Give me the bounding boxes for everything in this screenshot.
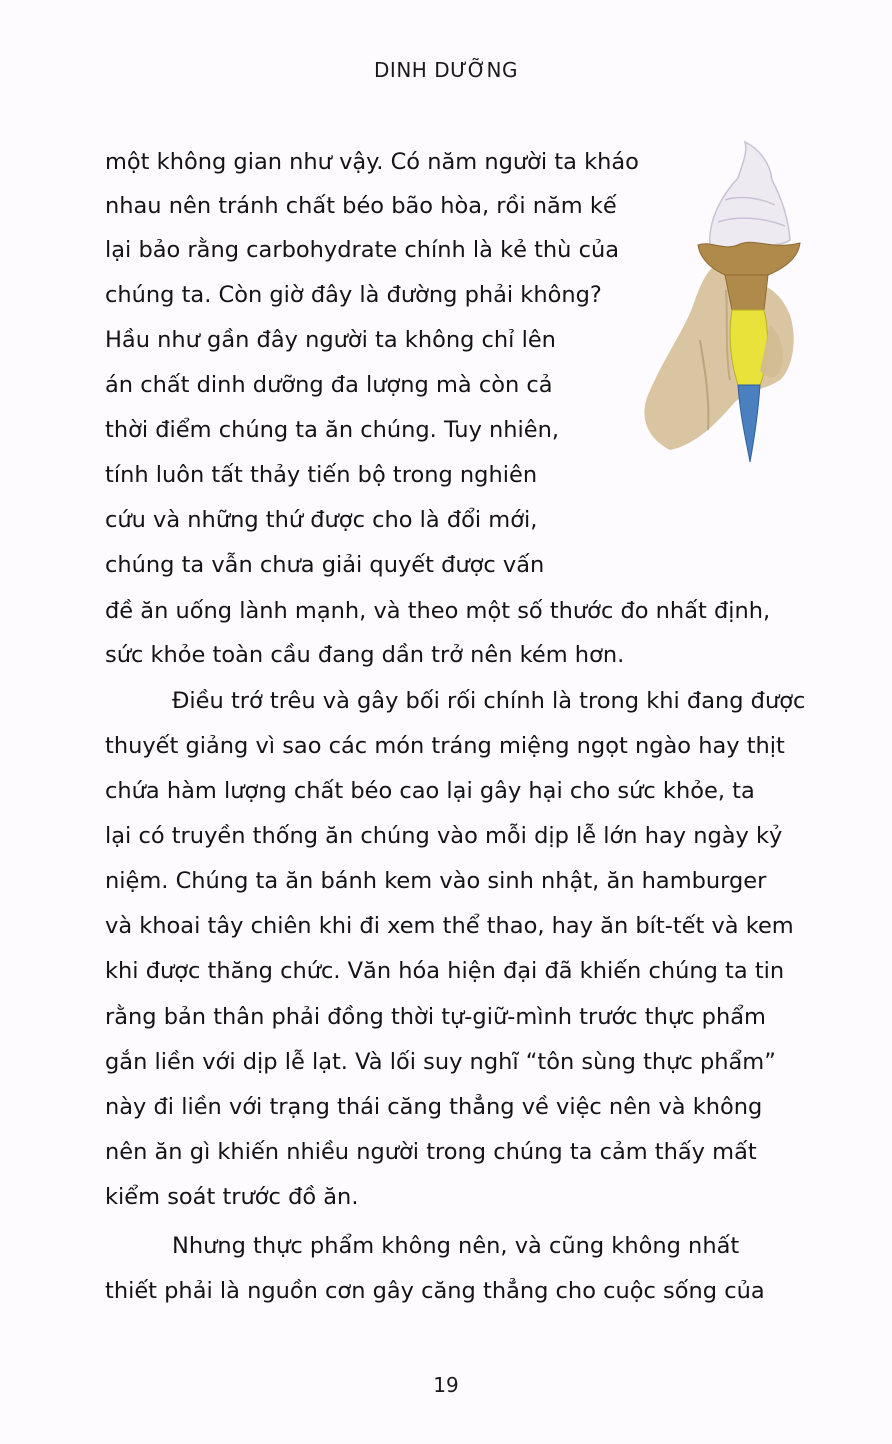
running-header: DINH DƯỠNG (374, 58, 518, 82)
text-line: thời điểm chúng ta ăn chúng. Tuy nhiên, (105, 417, 560, 443)
ice-cream-illustration (630, 140, 850, 500)
text-line: kiểm soát trước đồ ăn. (105, 1184, 359, 1210)
text-line: khi được thăng chức. Văn hóa hiện đại đã khiến chúng ta tin (105, 958, 785, 984)
text-line: chứa hàm lượng chất béo cao lại gây hại cho sức khỏe, ta (105, 778, 755, 804)
text-line: chúng ta vẫn chưa giải quyết được vấn (105, 552, 545, 578)
text-line: lại bảo rằng carbohydrate chính là kẻ thù của (105, 237, 620, 263)
text-line: đề ăn uống lành mạnh, và theo một số thước đo nhất định, (105, 598, 771, 624)
text-line: nhau nên tránh chất béo bão hòa, rồi năm kế (105, 193, 617, 219)
ice-cream-cone-icon (630, 140, 850, 500)
text-line: nên ăn gì khiến nhiều người trong chúng ta cảm thấy mất (105, 1139, 757, 1165)
text-line: chúng ta. Còn giờ đây là đường phải không? (105, 282, 602, 308)
paragraph-start: Điều trớ trêu và gây bối rối chính là trong khi đang được (172, 688, 806, 714)
text-line: rằng bản thân phải đồng thời tự-giữ-mình trước thực phẩm (105, 1004, 766, 1030)
text-line: và khoai tây chiên khi đi xem thể thao, hay ăn bít-tết và kem (105, 913, 794, 939)
text-line: này đi liền với trạng thái căng thẳng về việc nên và không (105, 1094, 763, 1120)
text-line: cứu và những thứ được cho là đổi mới, (105, 507, 538, 533)
text-line: thuyết giảng vì sao các món tráng miệng ngọt ngào hay thịt (105, 733, 785, 759)
paragraph-start: Nhưng thực phẩm không nên, và cũng không nhất (172, 1233, 740, 1259)
page-number: 19 (433, 1373, 459, 1397)
text-line: án chất dinh dưỡng đa lượng mà còn cả (105, 372, 553, 398)
text-line: tính luôn tất thảy tiến bộ trong nghiên (105, 462, 538, 488)
text-line: sức khỏe toàn cầu đang dần trở nên kém hơn. (105, 642, 625, 668)
text-line: lại có truyền thống ăn chúng vào mỗi dịp lễ lớn hay ngày kỷ (105, 823, 783, 849)
text-line: gắn liền với dịp lễ lạt. Và lối suy nghĩ “tôn sùng thực phẩm” (105, 1049, 776, 1075)
text-line: một không gian như vậy. Có năm người ta kháo (105, 149, 639, 175)
text-line: Hầu như gần đây người ta không chỉ lên (105, 327, 556, 353)
text-line: niệm. Chúng ta ăn bánh kem vào sinh nhật, ăn hamburger (105, 868, 767, 894)
text-line: thiết phải là nguồn cơn gây căng thẳng cho cuộc sống của (105, 1278, 765, 1304)
